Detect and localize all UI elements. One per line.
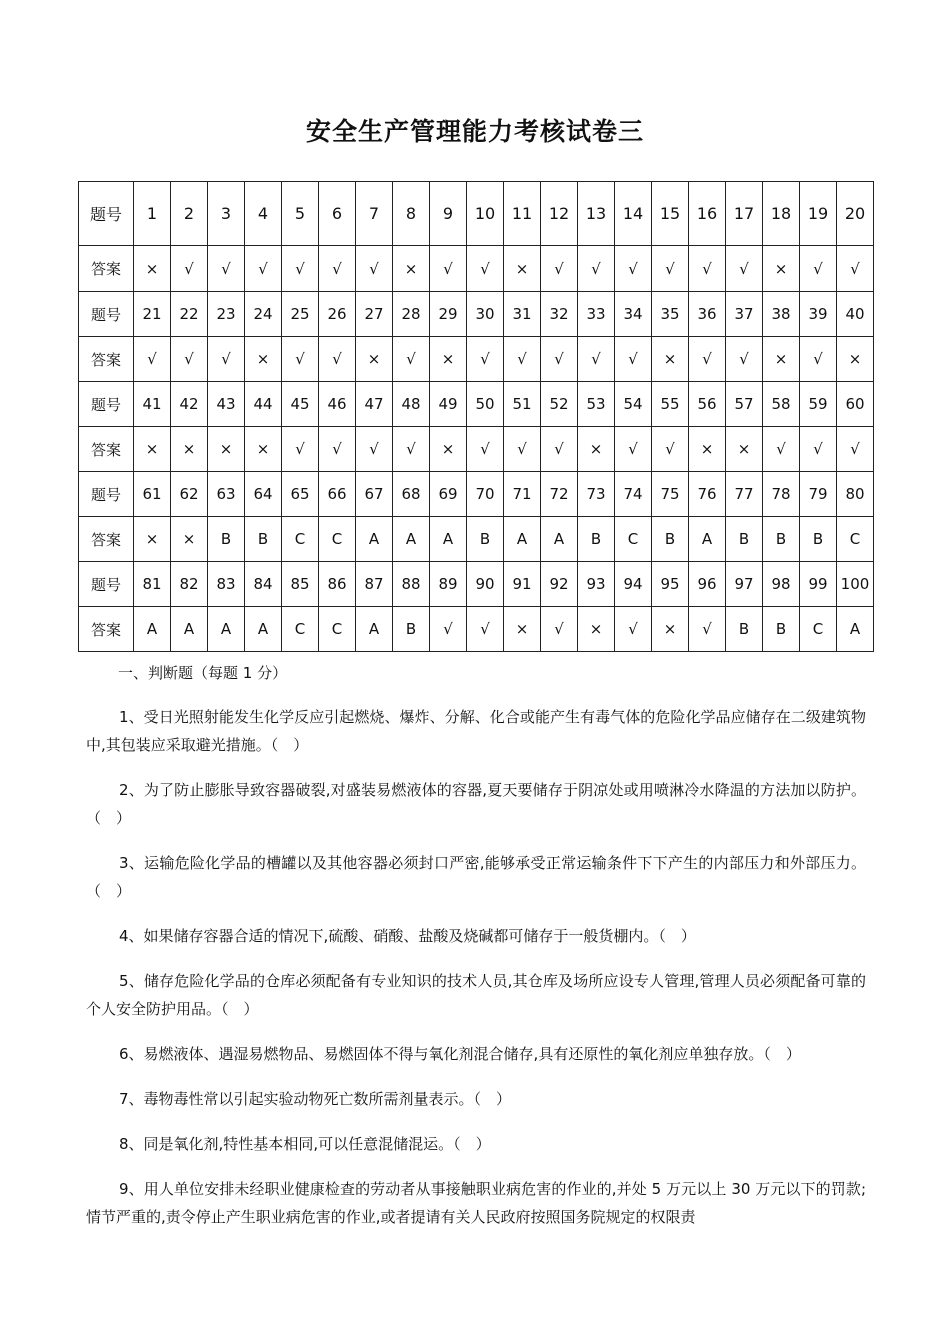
answer-cell: C <box>282 607 319 652</box>
question-number-cell: 56 <box>689 382 726 427</box>
answer-cell: √ <box>356 246 393 292</box>
question-number-cell: 66 <box>319 472 356 517</box>
answer-row <box>79 517 874 562</box>
question-number-cell: 98 <box>763 562 800 607</box>
answer-cell: A <box>393 517 430 562</box>
question-number-cell: 11 <box>504 182 541 246</box>
question-number-cell: 51 <box>504 382 541 427</box>
answer-cell: × <box>689 427 726 472</box>
question-number-cell: 6 <box>319 182 356 246</box>
question-number-cell: 53 <box>578 382 615 427</box>
question-number-cell: 99 <box>800 562 837 607</box>
question-number-cell: 63 <box>208 472 245 517</box>
question-number-cell: 15 <box>652 182 689 246</box>
question-number-cell: 84 <box>245 562 282 607</box>
answer-cell: B <box>726 517 763 562</box>
row-header-answer: 答案 <box>79 246 134 292</box>
question-number-cell: 100 <box>837 562 874 607</box>
answer-cell: × <box>652 337 689 382</box>
answer-cell: B <box>800 517 837 562</box>
question-number-cell: 90 <box>467 562 504 607</box>
question-number-cell: 81 <box>134 562 171 607</box>
answer-cell: C <box>319 517 356 562</box>
answer-cell: × <box>134 246 171 292</box>
question-number-cell: 64 <box>245 472 282 517</box>
answer-row <box>79 427 874 472</box>
question-number-cell: 29 <box>430 292 467 337</box>
answer-cell: A <box>837 607 874 652</box>
question-number-cell: 39 <box>800 292 837 337</box>
question-number-cell: 42 <box>171 382 208 427</box>
answer-cell: A <box>171 607 208 652</box>
question-number-cell: 4 <box>245 182 282 246</box>
answer-cell: √ <box>800 337 837 382</box>
answer-cell: √ <box>800 246 837 292</box>
answer-cell: √ <box>615 337 652 382</box>
question-number-cell: 82 <box>171 562 208 607</box>
answer-cell: √ <box>430 607 467 652</box>
answer-cell: × <box>171 427 208 472</box>
question-number-cell: 33 <box>578 292 615 337</box>
question-number-cell: 67 <box>356 472 393 517</box>
answer-cell: A <box>504 517 541 562</box>
question-item: 3、运输危险化学品的槽罐以及其他容器必须封口严密,能够承受正常运输条件下下产生的内部压力和外部压力。（ ） <box>86 854 866 900</box>
question-number-cell: 49 <box>430 382 467 427</box>
question-number-cell: 68 <box>393 472 430 517</box>
answer-cell: √ <box>467 246 504 292</box>
answer-cell: C <box>615 517 652 562</box>
question-number-cell: 27 <box>356 292 393 337</box>
answer-cell: √ <box>171 246 208 292</box>
question-item: 1、受日光照射能发生化学反应引起燃烧、爆炸、分解、化合或能产生有毒气体的危险化学品应储存在二级建筑物中,其包装应采取避光措施。（ ） <box>86 708 866 754</box>
answer-cell: A <box>430 517 467 562</box>
question-number-cell: 45 <box>282 382 319 427</box>
answer-cell: × <box>245 427 282 472</box>
question-number-cell: 61 <box>134 472 171 517</box>
answer-cell: B <box>393 607 430 652</box>
question-number-cell: 73 <box>578 472 615 517</box>
question-number-cell: 1 <box>134 182 171 246</box>
question-item: 7、毒物毒性常以引起实验动物死亡数所需剂量表示。（ ） <box>119 1090 512 1108</box>
question-number-cell: 20 <box>837 182 874 246</box>
question-number-row <box>79 182 874 246</box>
question-number-cell: 86 <box>319 562 356 607</box>
page-title: 安全生产管理能力考核试卷三 <box>305 117 644 146</box>
question-number-cell: 71 <box>504 472 541 517</box>
question-number-cell: 40 <box>837 292 874 337</box>
question-number-cell: 47 <box>356 382 393 427</box>
answer-cell: √ <box>319 427 356 472</box>
question-number-cell: 89 <box>430 562 467 607</box>
question-number-cell: 24 <box>245 292 282 337</box>
answer-cell: √ <box>763 427 800 472</box>
answer-cell: B <box>245 517 282 562</box>
row-header-number: 题号 <box>79 292 134 337</box>
answer-cell: √ <box>578 246 615 292</box>
answer-cell: A <box>245 607 282 652</box>
question-number-cell: 91 <box>504 562 541 607</box>
question-number-cell: 17 <box>726 182 763 246</box>
answer-cell: × <box>578 607 615 652</box>
answer-cell: √ <box>652 246 689 292</box>
answer-cell: × <box>430 337 467 382</box>
answer-cell: √ <box>282 246 319 292</box>
answer-cell: × <box>726 427 763 472</box>
answer-cell: B <box>763 517 800 562</box>
answer-cell: √ <box>504 427 541 472</box>
question-number-cell: 31 <box>504 292 541 337</box>
question-number-cell: 3 <box>208 182 245 246</box>
answer-cell: × <box>578 427 615 472</box>
answer-cell: √ <box>171 337 208 382</box>
question-number-cell: 58 <box>763 382 800 427</box>
answer-cell: √ <box>245 246 282 292</box>
answer-cell: × <box>171 517 208 562</box>
question-number-row <box>79 472 874 517</box>
answer-cell: A <box>689 517 726 562</box>
question-number-cell: 37 <box>726 292 763 337</box>
answer-cell: × <box>356 337 393 382</box>
answer-key-table <box>78 181 874 652</box>
answer-cell: √ <box>356 427 393 472</box>
question-number-cell: 30 <box>467 292 504 337</box>
answer-cell: √ <box>134 337 171 382</box>
answer-cell: √ <box>393 337 430 382</box>
question-number-cell: 70 <box>467 472 504 517</box>
row-header-answer: 答案 <box>79 517 134 562</box>
answer-cell: × <box>652 607 689 652</box>
answer-cell: √ <box>689 337 726 382</box>
question-number-cell: 16 <box>689 182 726 246</box>
question-number-cell: 76 <box>689 472 726 517</box>
question-list <box>86 703 866 1248</box>
answer-cell: √ <box>393 427 430 472</box>
answer-cell: √ <box>652 427 689 472</box>
question-item: 6、易燃液体、遇湿易燃物品、易燃固体不得与氧化剂混合储存,具有还原性的氧化剂应单独存放。（ ） <box>119 1045 801 1063</box>
answer-cell: C <box>282 517 319 562</box>
question-number-cell: 62 <box>171 472 208 517</box>
question-number-cell: 75 <box>652 472 689 517</box>
answer-cell: √ <box>578 337 615 382</box>
question-number-cell: 95 <box>652 562 689 607</box>
question-number-cell: 32 <box>541 292 578 337</box>
section-title: 一、判断题（每题 1 分） <box>118 664 288 682</box>
question-number-cell: 93 <box>578 562 615 607</box>
answer-cell: × <box>134 517 171 562</box>
answer-cell: × <box>393 246 430 292</box>
question-number-cell: 46 <box>319 382 356 427</box>
question-number-row <box>79 562 874 607</box>
answer-cell: √ <box>504 337 541 382</box>
question-number-cell: 23 <box>208 292 245 337</box>
answer-row <box>79 337 874 382</box>
answer-cell: √ <box>615 427 652 472</box>
answer-cell: √ <box>282 427 319 472</box>
answer-cell: √ <box>282 337 319 382</box>
answer-cell: B <box>763 607 800 652</box>
answer-cell: A <box>134 607 171 652</box>
answer-cell: B <box>652 517 689 562</box>
answer-cell: √ <box>615 246 652 292</box>
answer-row <box>79 607 874 652</box>
question-number-cell: 44 <box>245 382 282 427</box>
row-header-number: 题号 <box>79 182 134 246</box>
answer-cell: B <box>208 517 245 562</box>
answer-cell: √ <box>837 427 874 472</box>
question-number-cell: 69 <box>430 472 467 517</box>
question-number-cell: 65 <box>282 472 319 517</box>
answer-cell: B <box>467 517 504 562</box>
answer-cell: × <box>837 337 874 382</box>
question-number-cell: 8 <box>393 182 430 246</box>
question-number-cell: 9 <box>430 182 467 246</box>
answer-cell: A <box>356 607 393 652</box>
answer-cell: √ <box>541 607 578 652</box>
answer-cell: √ <box>208 246 245 292</box>
row-header-answer: 答案 <box>79 607 134 652</box>
question-number-cell: 22 <box>171 292 208 337</box>
question-number-cell: 14 <box>615 182 652 246</box>
answer-cell: √ <box>430 246 467 292</box>
answer-cell: √ <box>319 337 356 382</box>
question-number-cell: 57 <box>726 382 763 427</box>
question-number-row <box>79 382 874 427</box>
answer-cell: √ <box>726 246 763 292</box>
question-item: 8、同是氧化剂,特性基本相同,可以任意混储混运。（ ） <box>119 1135 491 1153</box>
answer-cell: × <box>763 246 800 292</box>
question-number-cell: 92 <box>541 562 578 607</box>
question-number-cell: 87 <box>356 562 393 607</box>
question-number-cell: 79 <box>800 472 837 517</box>
answer-cell: √ <box>726 337 763 382</box>
question-number-cell: 88 <box>393 562 430 607</box>
question-number-cell: 21 <box>134 292 171 337</box>
question-number-cell: 96 <box>689 562 726 607</box>
answer-cell: √ <box>541 337 578 382</box>
answer-cell: × <box>504 246 541 292</box>
question-number-cell: 72 <box>541 472 578 517</box>
answer-cell: √ <box>837 246 874 292</box>
question-number-cell: 77 <box>726 472 763 517</box>
answer-cell: B <box>726 607 763 652</box>
question-item: 9、用人单位安排未经职业健康检查的劳动者从事接触职业病危害的作业的,并处 5 万元以上 30 万元以下的罚款;情节严重的,责令停止产生职业病危害的作业,或者提请有关人民政府按照国务院规定的权限责 <box>86 1180 866 1226</box>
question-number-cell: 48 <box>393 382 430 427</box>
answer-cell: √ <box>319 246 356 292</box>
question-number-cell: 38 <box>763 292 800 337</box>
question-number-cell: 41 <box>134 382 171 427</box>
answer-cell: √ <box>541 246 578 292</box>
question-number-cell: 26 <box>319 292 356 337</box>
question-number-cell: 85 <box>282 562 319 607</box>
answer-cell: √ <box>541 427 578 472</box>
question-number-cell: 55 <box>652 382 689 427</box>
question-number-row <box>79 292 874 337</box>
answer-cell: A <box>356 517 393 562</box>
row-header-answer: 答案 <box>79 337 134 382</box>
question-number-cell: 36 <box>689 292 726 337</box>
question-number-cell: 10 <box>467 182 504 246</box>
answer-cell: C <box>800 607 837 652</box>
answer-cell: C <box>319 607 356 652</box>
answer-cell: B <box>578 517 615 562</box>
question-number-cell: 54 <box>615 382 652 427</box>
question-item: 5、储存危险化学品的仓库必须配备有专业知识的技术人员,其仓库及场所应设专人管理,管理人员必须配备可靠的个人安全防护用品。（ ） <box>86 972 866 1018</box>
answer-cell: × <box>208 427 245 472</box>
question-number-cell: 83 <box>208 562 245 607</box>
answer-cell: √ <box>800 427 837 472</box>
question-number-cell: 60 <box>837 382 874 427</box>
question-number-cell: 7 <box>356 182 393 246</box>
question-number-cell: 35 <box>652 292 689 337</box>
question-number-cell: 19 <box>800 182 837 246</box>
row-header-number: 题号 <box>79 472 134 517</box>
question-item: 2、为了防止膨胀导致容器破裂,对盛装易燃液体的容器,夏天要储存于阴凉处或用喷淋冷水降温的方法加以防护。（ ） <box>86 781 866 827</box>
answer-cell: √ <box>615 607 652 652</box>
answer-cell: √ <box>467 427 504 472</box>
answer-cell: √ <box>467 337 504 382</box>
question-number-cell: 12 <box>541 182 578 246</box>
question-number-cell: 52 <box>541 382 578 427</box>
answer-cell: × <box>134 427 171 472</box>
row-header-number: 题号 <box>79 562 134 607</box>
answer-row <box>79 246 874 292</box>
question-number-cell: 34 <box>615 292 652 337</box>
question-item: 4、如果储存容器合适的情况下,硫酸、硝酸、盐酸及烧碱都可储存于一般货棚内。（ ） <box>119 927 696 945</box>
question-number-cell: 78 <box>763 472 800 517</box>
question-number-cell: 97 <box>726 562 763 607</box>
row-header-number: 题号 <box>79 382 134 427</box>
answer-cell: √ <box>208 337 245 382</box>
question-number-cell: 59 <box>800 382 837 427</box>
answer-cell: × <box>763 337 800 382</box>
question-number-cell: 94 <box>615 562 652 607</box>
question-number-cell: 2 <box>171 182 208 246</box>
answer-cell: √ <box>689 246 726 292</box>
question-number-cell: 28 <box>393 292 430 337</box>
question-number-cell: 5 <box>282 182 319 246</box>
question-number-cell: 18 <box>763 182 800 246</box>
question-number-cell: 50 <box>467 382 504 427</box>
answer-cell: × <box>430 427 467 472</box>
answer-cell: C <box>837 517 874 562</box>
answer-cell: √ <box>689 607 726 652</box>
answer-cell: × <box>504 607 541 652</box>
answer-cell: A <box>208 607 245 652</box>
question-number-cell: 80 <box>837 472 874 517</box>
answer-cell: √ <box>467 607 504 652</box>
answer-cell: A <box>541 517 578 562</box>
question-number-cell: 13 <box>578 182 615 246</box>
question-number-cell: 74 <box>615 472 652 517</box>
question-number-cell: 43 <box>208 382 245 427</box>
answer-cell: × <box>245 337 282 382</box>
question-number-cell: 25 <box>282 292 319 337</box>
row-header-answer: 答案 <box>79 427 134 472</box>
